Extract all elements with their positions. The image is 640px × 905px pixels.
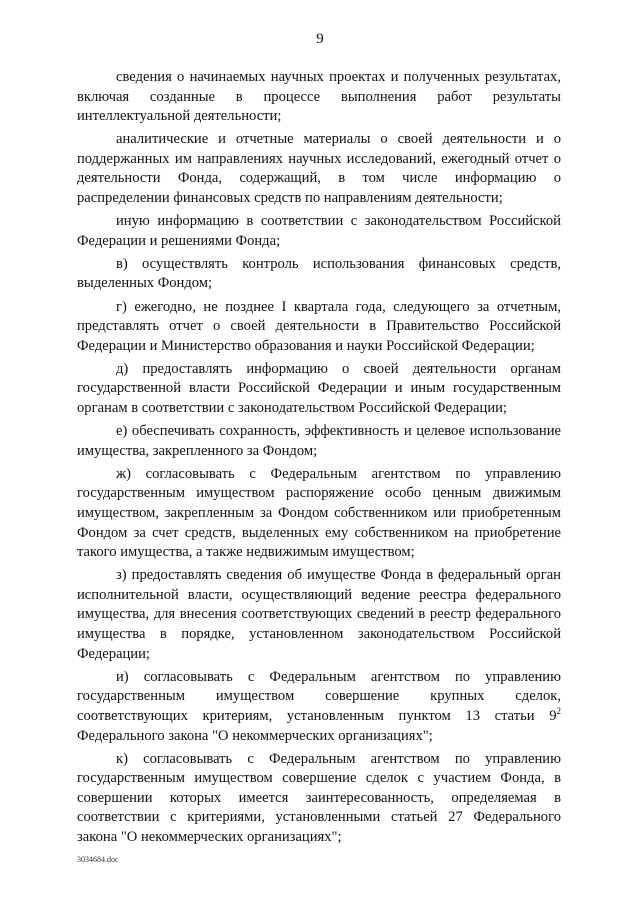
paragraph-analytical-materials: аналитические и отчетные материалы о своей деятельности и о поддержанных им направлениях научных исследований, ежегодный отчет о деятельности Фонда, содержащий, в том числе информацию о распределении финансовых средств по направлениям деятельности; (77, 131, 561, 207)
paragraph-research-info: сведения о начинаемых научных проектах и полученных результатах, включая созданные в процессе выполнения работ результаты интеллектуальной деятельности; (77, 69, 561, 125)
paragraph-item-v: в) осуществлять контроль использования финансовых средств, выделенных Фондом; (77, 255, 561, 292)
document-body (77, 68, 561, 848)
paragraph-item-d: д) предоставлять информацию о своей деятельности органам государственной власти Российской Федерации и иным государственным органам в соответствии с законодательством Российской Федерации; (77, 360, 561, 416)
paragraph-item-i (77, 668, 561, 746)
footer-file-code: 3034684.doc (77, 855, 119, 864)
paragraph-item-g: г) ежегодно, не позднее I квартала года, следующего за отчетным, представлять отчет о своей деятельности в Правительство Российской Федерации и Министерство образования и науки Российской Федерации; (77, 298, 561, 354)
superscript: 2 (556, 706, 561, 717)
paragraph-item-zh: ж) согласовывать с Федеральным агентством по управлению государственным имуществом распоряжение особо ценным движимым имуществом, закрепленным за Фондом собственником или приобретенным Фондом за счет средств, выделенных ему собственником на приобретение такого имущества, а также недвижимым имуществом; (77, 465, 561, 561)
page-number: 9 (316, 31, 324, 47)
paragraph-item-i-text: и) согласовывать с Федеральным агентством по управлению государственным имуществом совершение крупных сделок, соответствующих критериям, установленным пунктом 13 статьи 9 (77, 668, 561, 724)
paragraph-item-z: з) предоставлять сведения об имуществе Фонда в федеральный орган исполнительной власти, осуществляющий ведение реестра федерального имущества, для внесения соответствующих сведений в реестр федерального имущества в порядке, установленном законодательством Российской Федерации; (77, 567, 561, 662)
paragraph-item-k: к) согласовывать с Федеральным агентством по управлению государственным имуществом совершение сделок с участием Фонда, в совершении которых имеется заинтересованность, определяемая в соответствии с критериями, установленными статьей 27 Федерального закона "О некоммерческих организациях"; (77, 750, 561, 845)
paragraph-other-info: иную информацию в соответствии с законодательством Российской Федерации и решениями Фонда; (77, 213, 561, 249)
paragraph-item-i-tail: Федерального закона "О некоммерческих организациях"; (77, 727, 433, 744)
paragraph-item-e: е) обеспечивать сохранность, эффективность и целевое использование имущества, закрепленного за Фондом; (77, 423, 561, 459)
